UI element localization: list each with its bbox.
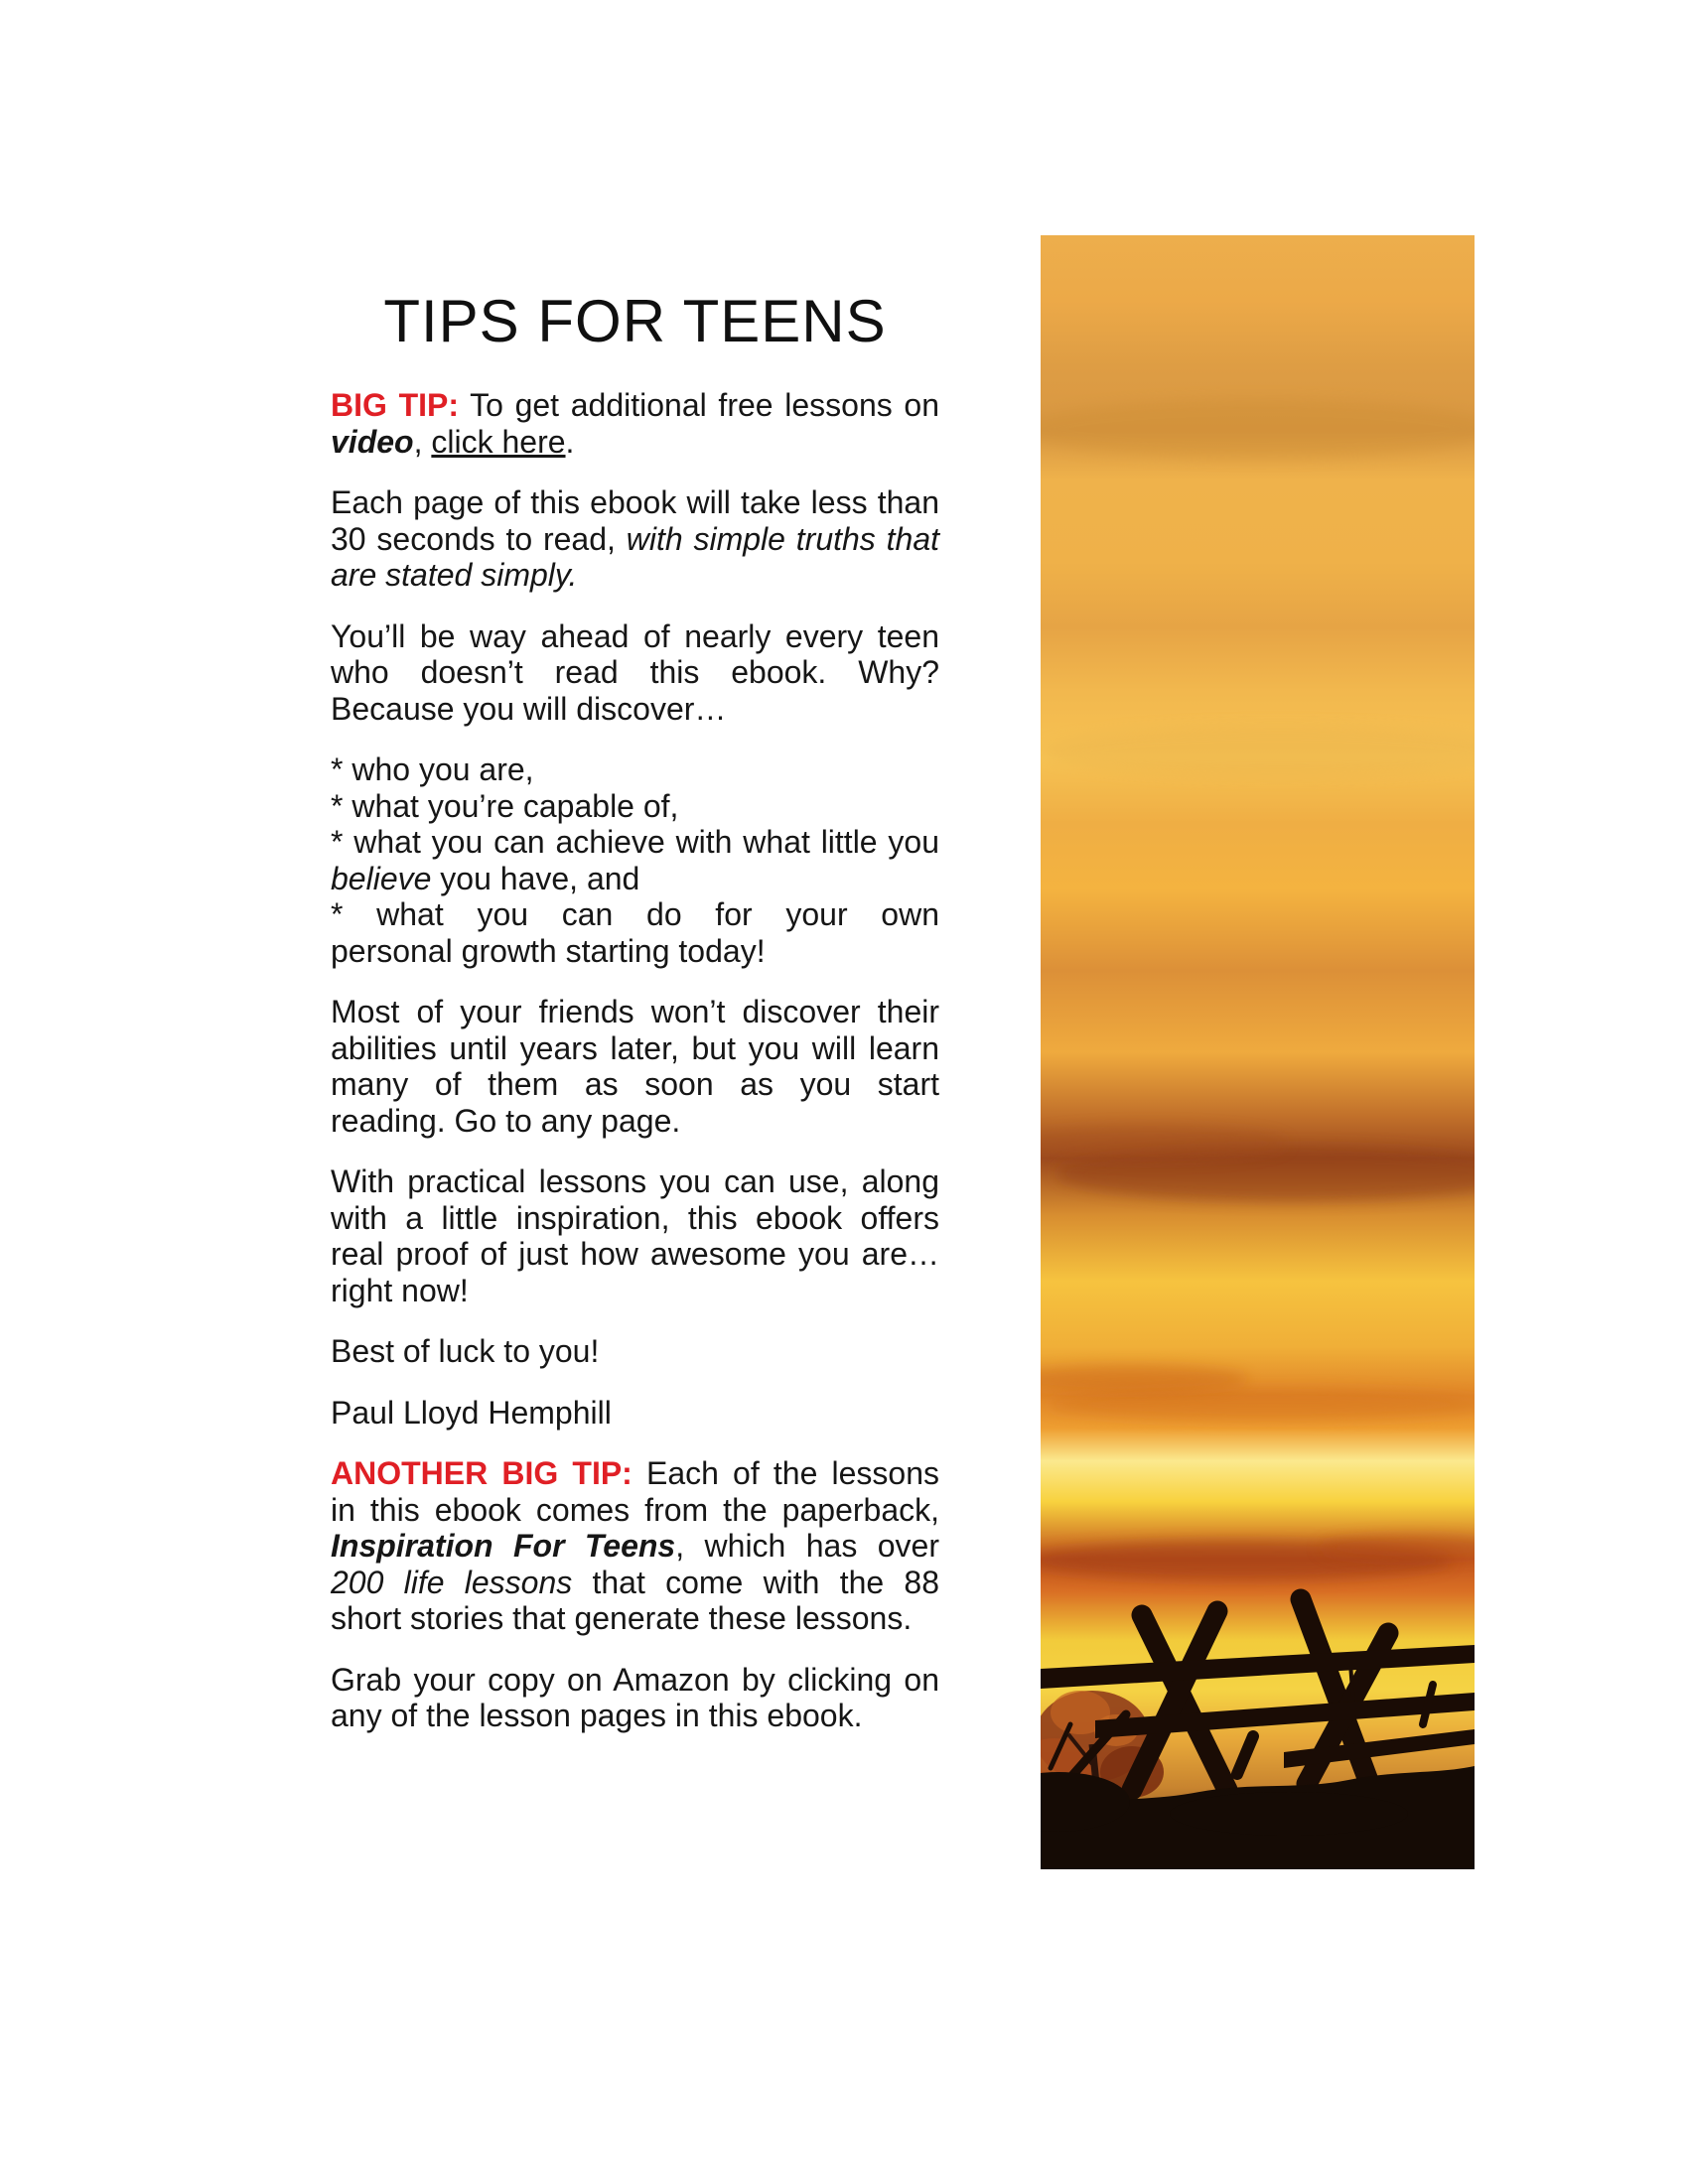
paragraph-ahead: You’ll be way ahead of nearly every teen who doesn’t read this ebook. Why? Because you will discover…: [331, 617, 939, 727]
sunset-silhouette-overlay: [1041, 235, 1475, 1869]
text-run: that come with the 88 short stories that generate these lessons.: [331, 1564, 940, 1636]
text-run: .: [565, 423, 575, 460]
paragraph-each-page: [331, 484, 939, 594]
list-item: [331, 824, 939, 896]
paragraph-practical: With practical lessons you can use, along with a little inspiration, this ebook offers real proof of just how awesome you are…right now!: [331, 1163, 939, 1308]
text-run: * what you can achieve with what little you: [331, 824, 939, 860]
believe-emphasis: believe: [331, 860, 432, 896]
big-tip-label: BIG TIP:: [331, 387, 460, 423]
discover-list: [331, 751, 939, 969]
another-big-tip-label: ANOTHER BIG TIP:: [331, 1455, 633, 1491]
text-run: Each page of this ebook will take less than 30 seconds to read,: [331, 484, 939, 557]
click-here-link[interactable]: click here: [431, 423, 566, 460]
paragraph-grab: Grab your copy on Amazon by clicking on any of the lesson pages in this ebook.: [331, 1661, 939, 1733]
paragraph-another-tip: [331, 1455, 939, 1637]
text-run: you have, and: [431, 860, 640, 896]
text-column: [331, 288, 939, 1759]
text-run: To get additional free lessons on: [459, 387, 940, 423]
page-title: TIPS FOR TEENS: [383, 288, 887, 354]
sunset-photo: [1041, 235, 1475, 1869]
paragraph-author: Paul Lloyd Hemphill: [331, 1394, 612, 1431]
paragraph-big-tip: [331, 387, 939, 460]
list-item: * what you’re capable of,: [331, 787, 679, 824]
text-run: ,: [413, 423, 432, 460]
cloud-accents: [1041, 399, 1475, 1580]
list-item: personal growth starting today!: [331, 932, 766, 969]
list-item: * who you are,: [331, 751, 534, 787]
paragraph-luck: Best of luck to you!: [331, 1333, 600, 1369]
paragraph-friends: Most of your friends won’t discover their abilities until years later, but you will learn many of them as soon as you start reading. Go to any page.: [331, 994, 939, 1139]
text-run: , which has over: [675, 1528, 940, 1564]
video-emphasis: video: [331, 423, 414, 460]
life-lessons-emphasis: 200 life lessons: [331, 1564, 573, 1600]
italic-run: with simple truths that are stated simply.: [331, 520, 940, 593]
ground-silhouette: [1041, 1766, 1475, 1869]
list-item: * what you can do for your own: [331, 896, 939, 932]
text-run: Each of the lessons in this ebook comes from the paperback,: [331, 1455, 939, 1528]
book-title-emphasis: Inspiration For Teens: [331, 1528, 676, 1564]
